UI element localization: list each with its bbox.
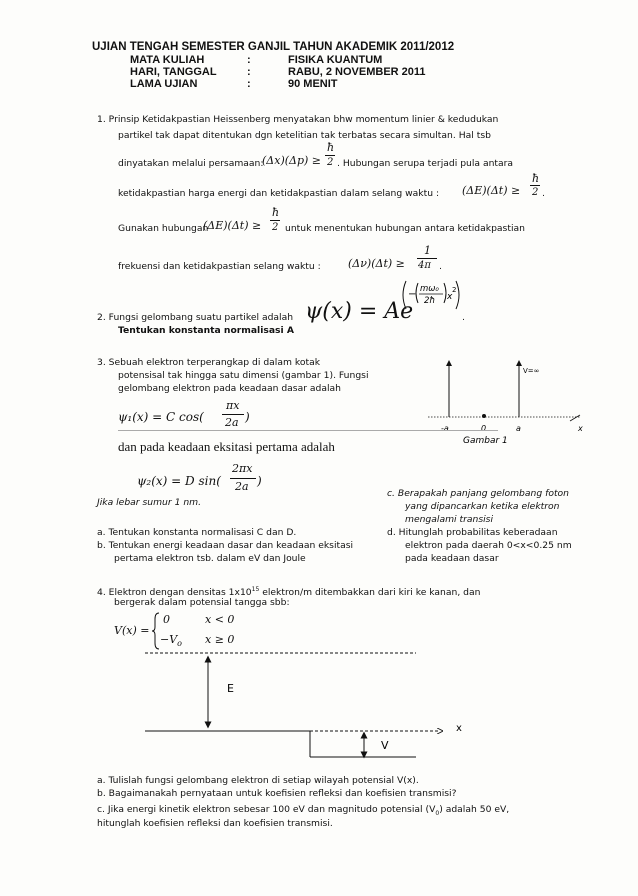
q1-eq-nut-fraction-line (417, 258, 437, 259)
q3-part-a: a. Tentukan konstanta normalisasi C dan D. (97, 527, 297, 538)
q1-eq-et-two: 2 (532, 187, 539, 198)
q2-exp-denominator: 2ħ (424, 296, 436, 306)
q2-exponent (400, 277, 464, 315)
header-label-course: MATA KULIAH (130, 54, 205, 66)
fig1-caption: Gambar 1 (463, 436, 508, 446)
fig1-pos-a: a (516, 424, 521, 433)
q3-part-d-line-3: pada keadaan dasar (405, 553, 499, 564)
q3-line-1: 3. Sebuah elektron terperangkap di dalam kotak (97, 357, 321, 368)
q3-excited-text: dan pada keadaan eksitasi pertama adalah (118, 439, 335, 454)
q4-v-lhs: V(x) = (114, 624, 150, 637)
fig1-x-axis-arrow (570, 415, 580, 421)
q2-exp-numerator: mω₀ (420, 284, 439, 294)
q3-figure-infinite-well (400, 355, 600, 470)
q1-line-1: 1. Prinsip Ketidakpastian Heissenberg menyatakan bhw momentum linier & kedudukan (97, 114, 499, 125)
q3-part-d-line-1: d. Hitunglah probabilitas keberadaan (387, 527, 558, 538)
q1-text: dinyatakan melalui persamaan: (118, 158, 264, 169)
q3-psi2-close: ) (257, 474, 262, 488)
q1-line-3 (118, 158, 263, 170)
q3-part-c-line-2: yang dipancarkan ketika elektron (405, 501, 560, 512)
q4-part-c-sub: 0 (435, 809, 440, 817)
q3-line-3: gelombang elektron pada keadaan dasar adalah (118, 383, 341, 394)
q4-part-b: b. Bagaimanakah pernyataan untuk koefisien refleksi dan koefisien transmisi? (97, 788, 457, 799)
q4-part-a: a. Tulislah fungsi gelombang elektron di setiap wilayah potensial V(x). (97, 775, 419, 786)
header-colon-duration: : (247, 78, 251, 90)
q2-exp-x: x (447, 292, 453, 302)
q4-line-2: bergerak dalam potensial tangga sbb: (114, 597, 290, 608)
q3-part-c-line-1: c. Berapakah panjang gelombang foton (387, 488, 570, 499)
q3-part-b-line-2: pertama elektron tsb. dalam eV dan Joule (114, 553, 306, 564)
q1-eq-et2-hbar: ħ (272, 206, 280, 219)
q3-psi1-num: πx (226, 399, 240, 412)
q4-line-1-sup: 15 (251, 586, 260, 593)
q3-psi1-fraction-line (222, 414, 244, 415)
q1-eq-nut-one: 1 (424, 244, 431, 257)
q3-psi2-num: 2πx (232, 462, 253, 475)
q2-exp-outer-paren-left (403, 281, 406, 309)
q1-eq-px: (Δx)(Δp) ≥ (262, 154, 322, 167)
q3-part-c-line-3: mengalami transisi (405, 514, 494, 525)
q1-eq-et2-two: 2 (272, 222, 279, 233)
q4-case-2-sub: o (177, 639, 182, 649)
q2-exp-inner-paren-right (444, 283, 446, 303)
q2-exp-inner-paren-left (416, 283, 418, 303)
q1-eq-et2-fraction-line (270, 220, 280, 221)
q4-case-1-condition: x < 0 (205, 613, 235, 626)
q1-eq-px-fraction-line (325, 155, 335, 156)
fig1-neg-a: -a (441, 424, 449, 433)
q1-line-5: Gunakan hubungan (118, 223, 209, 234)
q1-line-4: ketidakpastian harga energi dan ketidakpastian dalam selang waktu : (118, 188, 440, 199)
fig1-x-label: x (578, 424, 583, 433)
q1-eq-nut: (Δν)(Δt) ≥ (348, 257, 405, 270)
q2-exp-minus: − (408, 289, 417, 300)
fig1-zero: 0 (481, 424, 487, 433)
q4-part-c-line-2: hitunglah koefisien refleksi dan koefisien transmisi. (97, 818, 333, 829)
q3-psi1: ψ₁(x) = C cos( (118, 410, 204, 424)
q1-eq-et-dot: . (542, 188, 545, 199)
q3-width: Jika lebar sumur 1 nm. (97, 497, 202, 508)
fig2-E-label: E (227, 682, 234, 695)
q4-line-1-start: 4. Elektron dengan densitas 1x10 (97, 587, 252, 599)
q3-psi2-den: 2a (235, 480, 249, 493)
q3-psi2-fraction-line (230, 478, 256, 479)
q3-line-2: potensisal tak hingga satu dimensi (gambar 1). Fungsi (118, 370, 369, 381)
q4-case-2-v: −V (160, 633, 178, 646)
q3-psi1-close: ) (245, 410, 250, 424)
header-colon-course: : (247, 54, 251, 66)
q2-line-2: Tentukan konstanta normalisasi A (118, 325, 294, 336)
q1-line-2: partikel tak dapat ditentukan dgn ketelitian tak terbatas secara simultan. Hal tsb (118, 130, 491, 141)
q1-eq-et-hbar: ħ (532, 172, 540, 185)
header-colon-date: : (247, 66, 251, 78)
header-value-date: RABU, 2 NOVEMBER 2011 (288, 66, 426, 78)
q2-line-1: 2. Fungsi gelombang suatu partikel adalah (97, 312, 294, 323)
fig2-V-label: V (381, 739, 389, 752)
header-label-duration: LAMA UJIAN (130, 78, 198, 90)
q1-eq-px-hbar: ħ (327, 141, 335, 154)
q1-eq-nut-four-pi: 4π (418, 260, 431, 271)
q2-dot: . (462, 312, 465, 323)
q1-line-6: frekuensi dan ketidakpastian selang waktu : (118, 261, 321, 272)
q1-eq-et-fraction-line (530, 185, 540, 186)
q2-exp-square: 2 (452, 286, 457, 294)
q3-part-d-line-2: elektron pada daerah 0<x<0.25 nm (405, 540, 572, 551)
q1-line-5-end: untuk menentukan hubungan antara ketidakpastian (285, 223, 525, 234)
q4-case-2-condition: x ≥ 0 (205, 633, 235, 646)
q1-eq-et2: (ΔE)(Δt) ≥ (203, 219, 262, 232)
q3-separator-rule (118, 430, 498, 431)
q1-eq-px-two: 2 (327, 157, 334, 168)
q4-part-c-start: c. Jika energi kinetik elektron sebesar 100 eV dan magnitudo potensial (V (97, 804, 436, 815)
q4-part-c-end: ) adalah 50 eV, (439, 804, 510, 815)
q1-eq-et: (ΔE)(Δt) ≥ (462, 184, 521, 197)
header-label-date: HARI, TANGGAL (130, 66, 217, 78)
fig1-v-label: V=∞ (523, 367, 540, 375)
q3-psi1-den: 2a (225, 416, 239, 429)
q1-eq-nut-dot: . (439, 261, 442, 272)
q4-figure-potential-step (100, 645, 480, 770)
exam-title: UJIAN TENGAH SEMESTER GANJIL TAHUN AKADEMIK 2011/2012 (92, 41, 455, 53)
fig2-x-label: x (456, 723, 462, 734)
fig1-origin-dot (482, 414, 486, 418)
header-value-duration: 90 MENIT (288, 78, 338, 90)
q3-psi2: ψ₂(x) = D sin( (137, 474, 221, 488)
header-value-course: FISIKA KUANTUM (288, 54, 383, 66)
q3-part-b-line-1: b. Tentukan energi keadaan dasar dan keadaan eksitasi (97, 540, 354, 551)
q1-line-3-end: . Hubungan serupa terjadi pula antara (337, 158, 514, 169)
q4-line-1-end: elektron/m ditembakkan dari kiri ke kanan, dan (259, 587, 481, 599)
q2-psi: ψ(x) = Ae (305, 299, 414, 324)
q4-case-1-value: 0 (163, 613, 170, 626)
